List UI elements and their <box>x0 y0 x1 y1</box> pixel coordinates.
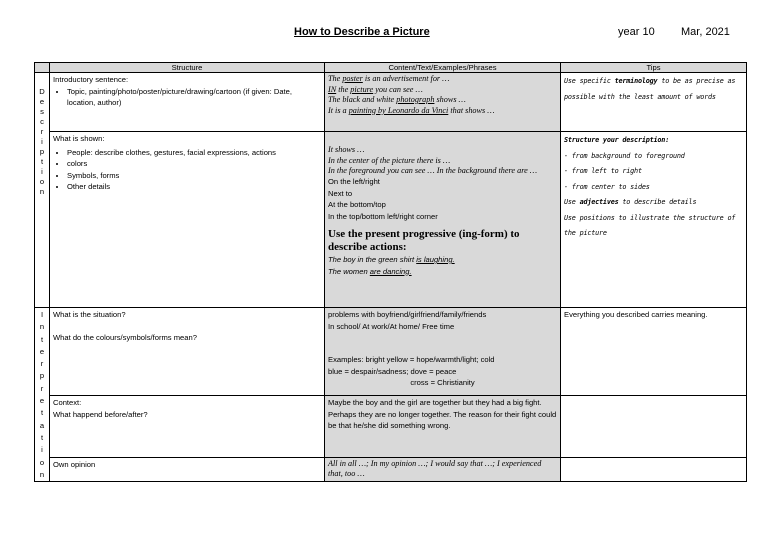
tip-text: Use specific <box>564 77 615 85</box>
structure-situation <box>50 308 325 396</box>
section-letter: n <box>39 322 45 332</box>
tips-opinion <box>561 457 747 482</box>
content-intro <box>325 73 561 132</box>
content-text: you can see … <box>373 84 423 94</box>
structure-context <box>50 396 325 457</box>
tip-text: - from left to right <box>564 167 642 175</box>
progressive-heading: Use the present progressive (ing-form) to describe actions: <box>328 228 520 253</box>
content-text: The women <box>328 266 370 276</box>
section-letter: t <box>40 432 44 442</box>
section-letter: p <box>39 147 45 156</box>
content-text: Examples: bright yellow = hope/warmth/light; cold <box>328 355 495 364</box>
year-label: year 10 <box>618 26 655 38</box>
tip-text: - from center to sides <box>564 182 650 191</box>
section-letter: e <box>39 97 45 106</box>
content-context: Maybe the boy and the girl are together but they had a big fight. Perhaps they are no longer together. The reason for their fight could be that he/she did something wrong. <box>325 396 561 457</box>
content-text: picture <box>350 84 374 94</box>
list-item: • colors <box>67 158 321 170</box>
list-item: • People: describe clothes, gestures, facial expressions, actions <box>67 147 321 159</box>
content-opinion: All in all …; In my opinion …; I would say that …; I experienced that, too … <box>325 457 561 482</box>
content-text: At the bottom/top <box>328 200 386 209</box>
tips-what-shown <box>561 132 747 308</box>
section-label-interpretation <box>35 308 50 482</box>
page-title: How to Describe a Picture <box>294 26 430 38</box>
structure-question: What is the situation? <box>53 310 126 319</box>
content-text: the <box>336 84 351 94</box>
content-text: shows … <box>434 95 466 104</box>
section-letter: t <box>40 408 44 418</box>
section-label-description <box>35 73 50 308</box>
section-letter: p <box>39 371 45 381</box>
section-letter: i <box>41 445 43 455</box>
structure-question: What do the colours/symbols/forms mean? <box>53 332 197 342</box>
section-letter: e <box>39 396 45 406</box>
table-row <box>35 396 747 457</box>
structure-title: Context: <box>53 398 82 408</box>
section-letter: t <box>40 157 44 166</box>
content-text: are dancing. <box>369 266 412 276</box>
tip-text: adjectives <box>579 198 619 206</box>
section-letter: c <box>40 117 44 126</box>
table-row <box>35 73 747 132</box>
content-text: painting by Leonardo da Vinci <box>348 105 449 115</box>
content-situation <box>325 308 561 396</box>
structure-what-shown <box>50 132 325 308</box>
description-table <box>34 62 747 482</box>
table-row <box>35 457 747 482</box>
section-letter: n <box>39 187 45 196</box>
header-blank <box>35 63 50 73</box>
content-text: photograph <box>396 95 435 104</box>
content-text: In the top/bottom left/right corner <box>328 211 438 221</box>
section-letter: r <box>40 383 44 393</box>
section-letter: r <box>40 359 44 369</box>
section-letter: I <box>40 310 44 319</box>
content-text: The boy in the green shirt <box>328 255 417 264</box>
list-item: • Topic, painting/photo/poster/picture/drawing/cartoon (if given: Date, location, author) <box>67 86 321 109</box>
section-letter: i <box>41 137 43 146</box>
section-letter: t <box>40 334 44 344</box>
content-text: cross = Christianity <box>410 378 475 387</box>
content-text: In school/ At work/At home/ Free time <box>328 321 455 331</box>
list-item: • Symbols, forms <box>67 170 321 182</box>
list-item: • Other details <box>67 181 321 193</box>
content-text: It shows … <box>328 145 365 154</box>
content-text: is laughing. <box>416 255 455 264</box>
section-letter: n <box>39 469 45 479</box>
section-letter: r <box>40 127 44 136</box>
content-text: is an advertisement for … <box>362 74 450 83</box>
content-text: problems with boyfriend/girlfriend/family/friends <box>328 310 487 319</box>
section-letter: s <box>40 107 44 116</box>
section-letter: a <box>39 420 45 430</box>
tip-text: to describe details <box>618 198 697 206</box>
content-text: IN <box>328 84 337 94</box>
section-letter: e <box>39 346 45 356</box>
structure-intro <box>50 73 325 132</box>
header-structure: Structure <box>50 63 325 73</box>
tip-text: Use <box>564 198 580 206</box>
content-text: Next to <box>328 188 353 198</box>
tips-situation: Everything you described carries meaning. <box>561 308 747 396</box>
tip-text: - from background to foreground <box>564 151 685 160</box>
content-what-shown <box>325 132 561 308</box>
tip-title: Structure your description: <box>564 136 670 144</box>
content-text: The <box>328 74 343 83</box>
section-letter: i <box>41 167 43 176</box>
section-letter: o <box>39 177 45 186</box>
tip-text: terminology <box>614 77 658 85</box>
table-row <box>35 308 747 396</box>
header-row <box>35 63 747 73</box>
tips-context <box>561 396 747 457</box>
structure-title: Introductory sentence: <box>53 75 129 84</box>
content-text: The black and white <box>328 95 397 104</box>
structure-opinion: Own opinion <box>50 457 325 482</box>
content-text: that shows … <box>448 105 495 115</box>
content-text: poster <box>342 74 363 83</box>
content-text: In the foreground you can see … In the background there are … <box>328 165 538 175</box>
content-text: It is a <box>328 105 349 115</box>
table-row <box>35 132 747 308</box>
header-tips: Tips <box>561 63 747 73</box>
section-letter: D <box>39 87 45 96</box>
section-letter: o <box>39 457 45 467</box>
tip-text: Use positions to illustrate the structure of the picture <box>564 213 736 237</box>
content-text: In the center of the picture there is … <box>328 155 451 165</box>
structure-question: What happend before/after? <box>53 409 148 419</box>
content-text: blue = despair/sadness; dove = peace <box>328 366 457 376</box>
tip-text: to be as precise as possible with the least amount of words <box>564 77 736 101</box>
structure-title: What is shown: <box>53 134 105 143</box>
tips-intro <box>561 73 747 132</box>
date-label: Mar, 2021 <box>681 26 730 38</box>
header-content: Content/Text/Examples/Phrases <box>325 63 561 73</box>
content-text: On the left/right <box>328 177 380 186</box>
